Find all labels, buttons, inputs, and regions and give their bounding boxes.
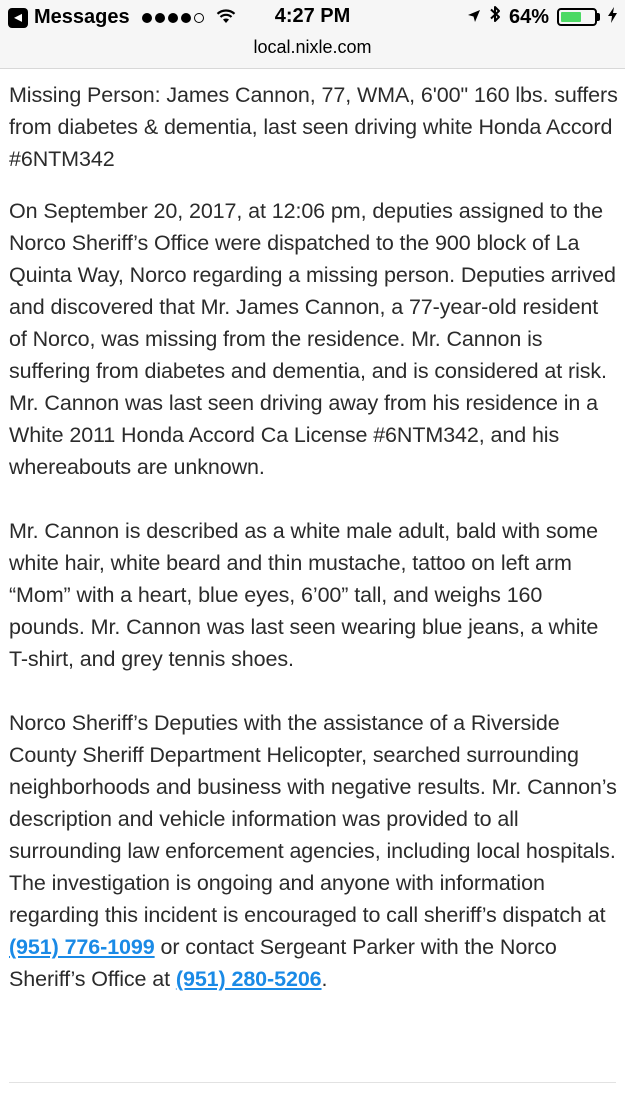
search-text-part-1: Norco Sheriff’s Deputies with the assistance of a Riverside County Sheriff Department Helicopter, searched surrounding neighborhoods and business with negative results. Mr. Cannon’s description and vehicle information was provided to all surrounding law enforcement agencies, including local hospitals. The investigation is ongoing and anyone with information regarding this incident is encouraged to call sheriff’s dispatch at [9,711,617,927]
location-arrow-icon [467,6,481,29]
article-paragraph-incident: On September 20, 2017, at 12:06 pm, deputies assigned to the Norco Sheriff’s Office were dispatched to the 900 block of La Quinta Way, Norco regarding a missing person. Deputies arrived and discovered that Mr. James Cannon, a 77-year-old resident of Norco, was missing from the residence. Mr. Cannon is suffering from diabetes and dementia, and is considered at risk. Mr. Cannon was last seen driving away from his residence in a White 2011 Honda Accord Ca License #6NTM342, and his whereabouts are unknown. [9,199,616,479]
back-app-label[interactable]: Messages [34,6,130,28]
dispatch-phone-link[interactable]: (951) 776-1099 [9,935,155,959]
content-divider [9,1082,616,1083]
article-summary: Missing Person: James Cannon, 77, WMA, 6'00" 160 lbs. suffers from diabetes & dementia, last seen driving white Honda Accord #6NTM342 [9,83,618,171]
article-body [9,79,619,995]
back-to-app-icon[interactable]: ◂ [8,8,28,28]
charging-bolt-icon [608,6,617,29]
address-bar[interactable] [0,34,625,69]
battery-cap [597,13,600,21]
url-domain[interactable]: local.nixle.com [253,37,372,57]
office-phone-link[interactable]: (951) 280-5206 [175,967,322,991]
status-bar [0,0,625,34]
battery-icon [557,8,597,26]
status-bar-right [467,5,617,29]
article-paragraph-search [9,707,619,995]
bluetooth-icon [489,5,501,29]
status-time: 4:27 PM [274,5,351,27]
battery-percent: 64% [508,5,549,28]
search-text-end: . [321,967,328,991]
search-text-part-2: or contact Sergeant Parker with the Norco Sheriff’s Office at [9,935,557,991]
article-paragraph-description: Mr. Cannon is described as a white male adult, bald with some white hair, white beard and thin mustache, tattoo on left arm “Mom” with a heart, blue eyes, 6’00” tall, and weighs 160 pounds. Mr. Cannon was last seen wearing blue jeans, a white T-shirt, and grey tennis shoes. [9,519,599,671]
battery-level-fill [561,12,581,22]
